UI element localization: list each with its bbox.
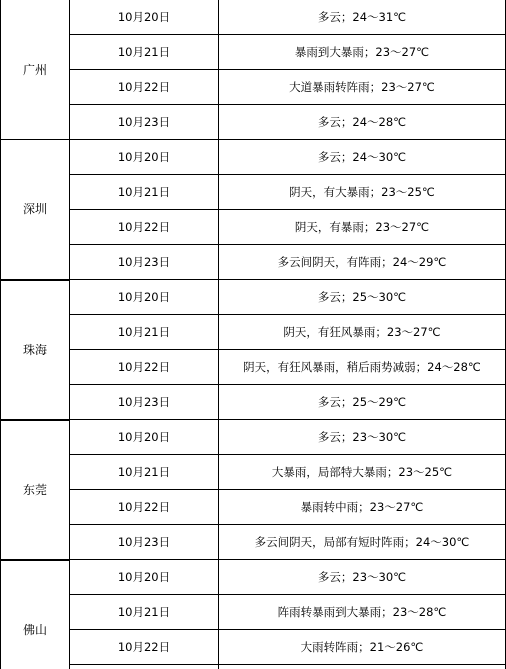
city-cell: [1, 560, 70, 669]
weather-cell: [219, 455, 506, 490]
date-text: 10月21日: [118, 185, 170, 199]
weather-text: 阴天，有暴雨；23～27℃: [295, 220, 429, 234]
date-text: 10月21日: [118, 465, 170, 479]
weather-cell: [219, 210, 506, 245]
weather-text: 多云；25～30℃: [318, 290, 406, 304]
weather-text: 多云；24～31℃: [318, 10, 406, 24]
weather-cell: [219, 35, 506, 70]
weather-text: 多云间阴天，局部有短时阵雨；24～30℃: [255, 535, 470, 549]
weather-cell: [219, 595, 506, 630]
table-row: [1, 350, 506, 385]
date-cell: [70, 140, 219, 175]
city-name: 广州: [23, 63, 47, 77]
weather-text: 阴天，有大暴雨；23～25℃: [289, 185, 435, 199]
date-text: 10月21日: [118, 605, 170, 619]
table-row: [1, 70, 506, 105]
weather-text: 多云；25～29℃: [318, 395, 406, 409]
table-row: [1, 315, 506, 350]
date-cell: [70, 525, 219, 560]
date-text: 10月23日: [118, 535, 170, 549]
date-cell: [70, 385, 219, 420]
weather-text: 多云间阴天，有阵雨；24～29℃: [278, 255, 447, 269]
date-cell: [70, 630, 219, 665]
table-row: [1, 280, 506, 315]
forecast-table-body: [1, 0, 506, 669]
date-cell: [70, 245, 219, 280]
weather-cell: [219, 140, 506, 175]
weather-cell: [219, 490, 506, 525]
date-text: 10月23日: [118, 115, 170, 129]
table-row: [1, 140, 506, 175]
weather-cell: [219, 525, 506, 560]
date-text: 10月22日: [118, 500, 170, 514]
weather-cell: [219, 560, 506, 595]
date-text: 10月21日: [118, 45, 170, 59]
weather-cell: [219, 245, 506, 280]
table-row: [1, 0, 506, 35]
weather-text: 多云；24～28℃: [318, 115, 406, 129]
date-text: 10月23日: [118, 255, 170, 269]
table-row: [1, 420, 506, 455]
weather-text: 暴雨转中雨；23～27℃: [301, 500, 424, 514]
city-cell: [1, 0, 70, 140]
date-cell: [70, 210, 219, 245]
weather-text: 暴雨到大暴雨；23～27℃: [295, 45, 429, 59]
table-row: [1, 630, 506, 665]
table-row: [1, 490, 506, 525]
date-text: 10月22日: [118, 220, 170, 234]
weather-cell: [219, 385, 506, 420]
date-cell: [70, 560, 219, 595]
date-text: 10月20日: [118, 570, 170, 584]
table-row: [1, 35, 506, 70]
weather-cell: [219, 315, 506, 350]
weather-cell: [219, 280, 506, 315]
city-name: 深圳: [23, 202, 47, 216]
table-row: [1, 595, 506, 630]
date-text: 10月21日: [118, 325, 170, 339]
weather-cell: [219, 0, 506, 35]
table-row: [1, 245, 506, 280]
weather-cell: [219, 70, 506, 105]
table-row: [1, 560, 506, 595]
weather-cell: [219, 665, 506, 669]
date-cell: [70, 35, 219, 70]
date-cell: [70, 0, 219, 35]
date-text: 10月20日: [118, 430, 170, 444]
city-name: 珠海: [23, 343, 47, 357]
city-cell: [1, 420, 70, 560]
date-cell: [70, 175, 219, 210]
table-row: [1, 385, 506, 420]
date-cell: [70, 490, 219, 525]
date-cell: [70, 665, 219, 669]
date-cell: [70, 420, 219, 455]
weather-text: 多云；23～30℃: [318, 570, 406, 584]
weather-text: 阵雨转暴雨到大暴雨；23～28℃: [278, 605, 447, 619]
table-row: [1, 665, 506, 669]
date-cell: [70, 315, 219, 350]
city-cell: [1, 140, 70, 280]
table-row: [1, 105, 506, 140]
date-cell: [70, 350, 219, 385]
weather-text: 大暴雨，局部特大暴雨；23～25℃: [272, 465, 452, 479]
weather-cell: [219, 175, 506, 210]
date-text: 10月23日: [118, 395, 170, 409]
date-text: 10月20日: [118, 10, 170, 24]
date-text: 10月20日: [118, 150, 170, 164]
table-row: [1, 455, 506, 490]
date-cell: [70, 70, 219, 105]
table-row: [1, 525, 506, 560]
date-text: 10月22日: [118, 360, 170, 374]
weather-cell: [219, 105, 506, 140]
city-name: 东莞: [23, 483, 47, 497]
city-name: 佛山: [23, 623, 47, 637]
date-cell: [70, 455, 219, 490]
table-row: [1, 175, 506, 210]
date-cell: [70, 105, 219, 140]
date-cell: [70, 280, 219, 315]
date-cell: [70, 595, 219, 630]
weather-cell: [219, 350, 506, 385]
date-text: 10月22日: [118, 80, 170, 94]
date-text: 10月20日: [118, 290, 170, 304]
weather-text: 多云；23～30℃: [318, 430, 406, 444]
table-row: [1, 210, 506, 245]
city-cell: [1, 280, 70, 420]
weather-text: 大道暴雨转阵雨；23～27℃: [289, 80, 435, 94]
weather-cell: [219, 420, 506, 455]
weather-text: 多云；24～30℃: [318, 150, 406, 164]
weather-cell: [219, 630, 506, 665]
weather-text: 阴天，有狂风暴雨；23～27℃: [283, 325, 440, 339]
weather-text: 大雨转阵雨；21～26℃: [301, 640, 424, 654]
date-text: 10月22日: [118, 640, 170, 654]
weather-text: 阴天，有狂风暴雨，稍后雨势减弱；24～28℃: [243, 360, 481, 374]
